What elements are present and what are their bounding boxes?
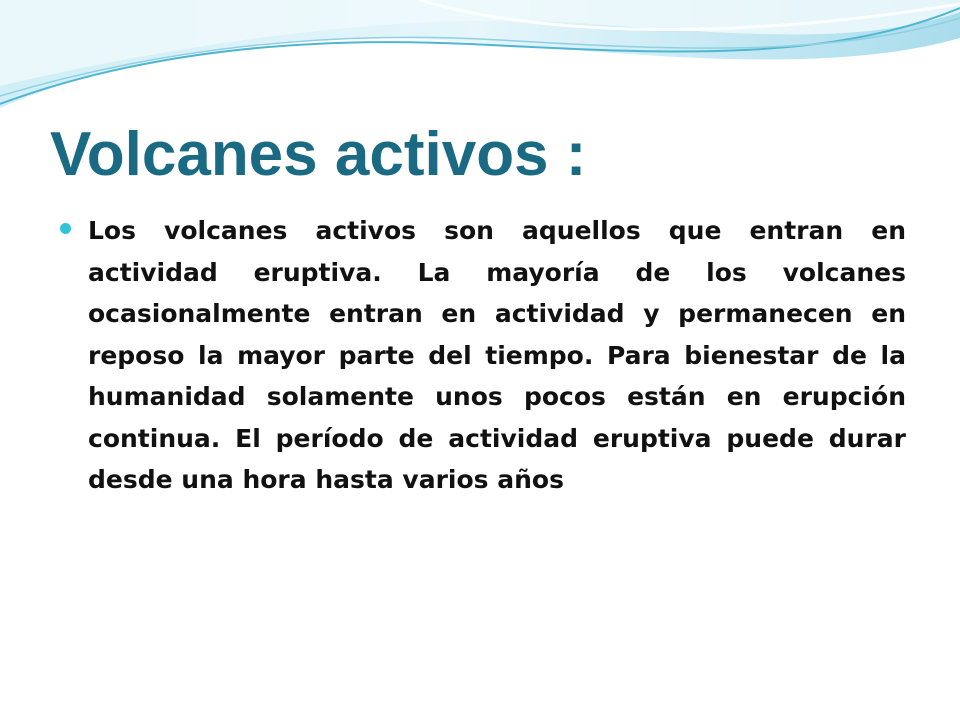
bullet-text: Los volcanes activos son aquellos que entran en actividad eruptiva. La mayoría de los volcanes ocasionalmente entran en actividad y permanecen en reposo la mayor parte del tiempo. Para bienestar de la humanidad solamente unos pocos están en erupción continua. El período de actividad eruptiva puede durar desde una hora hasta varios años: [88, 216, 906, 494]
slide-title: Volcanes activos :: [50, 120, 587, 189]
bullet-item: [60, 210, 906, 501]
header-wave-decoration: [0, 0, 960, 120]
bullet-icon: [60, 223, 71, 234]
bullet-list: [60, 210, 906, 501]
